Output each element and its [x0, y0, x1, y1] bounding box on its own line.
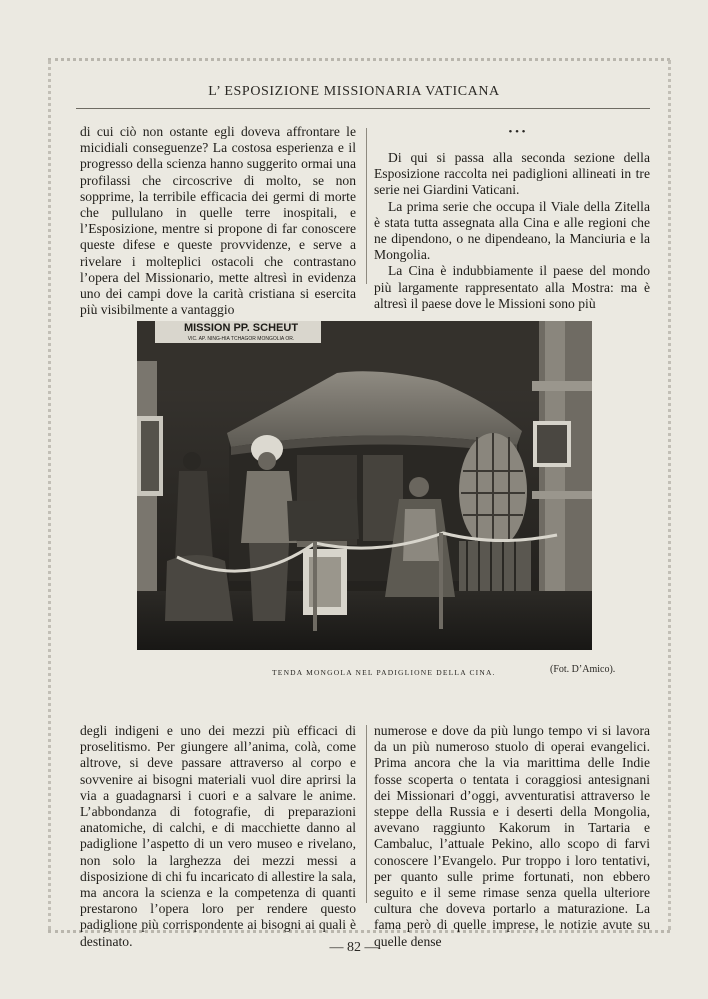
paragraph: di cui ciò non ostante egli doveva affrontare le micidiali conseguenze? La costosa esperienza e il progresso della scienza hanno suggerito ormai una profilassi che circoscrive di molto, se non sopprime, la terribile efficacia dei germi di morte che pullulano in quelle terre inospitali, e l’Esposizione, mentre si propone di far conoscere queste difese e queste provvidenze, e serve a rivelare i molteplici ostacoli che contrastano l’opera del Missionario, mette altresì in evidenza uno dei campi dove la carità cristiana si esercita più visibilmente a vantaggio — [80, 124, 356, 318]
paragraph: numerose e dove da più lungo tempo vi si lavora da un più numeroso stuolo di operai evangelici. Prima ancora che la via marittima delle Indie fosse scoperta o tentata i coraggiosi antesignani dei Missionari d’oggi, avventuratisi attraverso le steppe della Russia e i deserti della Mongolia, avevano raggiunto Kakorum in Tartaria e Cambaluc, l’attuale Pekino, allo scopo di farvi conoscere l’Evangelo. Pur troppo i loro tentativi, per quanto sulle prime fortunati, non ebbero seguito e il seme rimase senza quella ulteriore cultura che doveva portarlo a maturazione. La fama però di quelle imprese, le notizie avute su quelle dense — [374, 723, 650, 949]
paragraph: Di qui si passa alla seconda sezione della Esposizione raccolta nei padiglioni allineati in tre serie nei Giardini Vaticani. — [374, 150, 650, 198]
paragraph: La prima serie che occupa il Viale della Zitella è stata tutta assegnata alla Cina e alle regioni che ne dipendono, o ne dipendeano, la Manciuria e la Mongolia. — [374, 198, 650, 263]
asterism-ornament: • • • — [508, 126, 526, 138]
column-divider-top — [366, 128, 367, 284]
bottom-left-column — [80, 723, 356, 950]
sign-text-2: VIC. AP. NING-HIA TCHAGOR MONGOLIA OR. — [187, 336, 295, 342]
running-head: L’ ESPOSIZIONE MISSIONARIA VATICANA — [208, 84, 500, 99]
left-dotted-border — [48, 60, 51, 930]
column-divider-bottom — [366, 725, 367, 903]
top-dotted-border — [48, 58, 670, 61]
paragraph: degli indigeni e uno dei mezzi più efficaci di proselitismo. Per giungere all’anima, colà, come altrove, si deve passare attraverso al corpo e sovvenire ai bisogni materiali vuol dire aprirsi la via a guadagnarsi i cuori e a salvare le anime. L’abbondanza di fotografie, di preparazioni anatomiche, di calchi, e di macchiette danno al padiglione l’aspetto di un vero museo e rivelano, non solo la larghezza dei mezzi messi a disposizione di chi fu incaricato di allestire la sala, ma ancora la scienza e la competenza di quanti prestarono l’opera loro per rendere questo padiglione più corrispondente ai bisogni ai quali è destinato. — [80, 723, 356, 949]
header-rule — [76, 108, 650, 109]
photograph-mongolian-tent — [137, 321, 592, 650]
page-number: — 82 — — [329, 940, 379, 955]
photo-credit: (Fot. D’Amico). — [550, 664, 616, 675]
photo-caption: TENDA MONGOLA NEL PADIGLIONE DELLA CINA. — [272, 668, 496, 677]
bottom-right-column — [374, 723, 650, 950]
right-dotted-border — [668, 60, 671, 930]
paragraph: La Cina è indubbiamente il paese del mondo più largamente rappresentato alla Mostra: ma è altresì il paese dove le Missioni sono più — [374, 263, 650, 311]
sign-text-1: MISSION PP. SCHEUT — [183, 322, 299, 334]
top-right-column — [374, 150, 650, 312]
photo-illustration — [137, 321, 592, 650]
top-left-column — [80, 124, 356, 318]
